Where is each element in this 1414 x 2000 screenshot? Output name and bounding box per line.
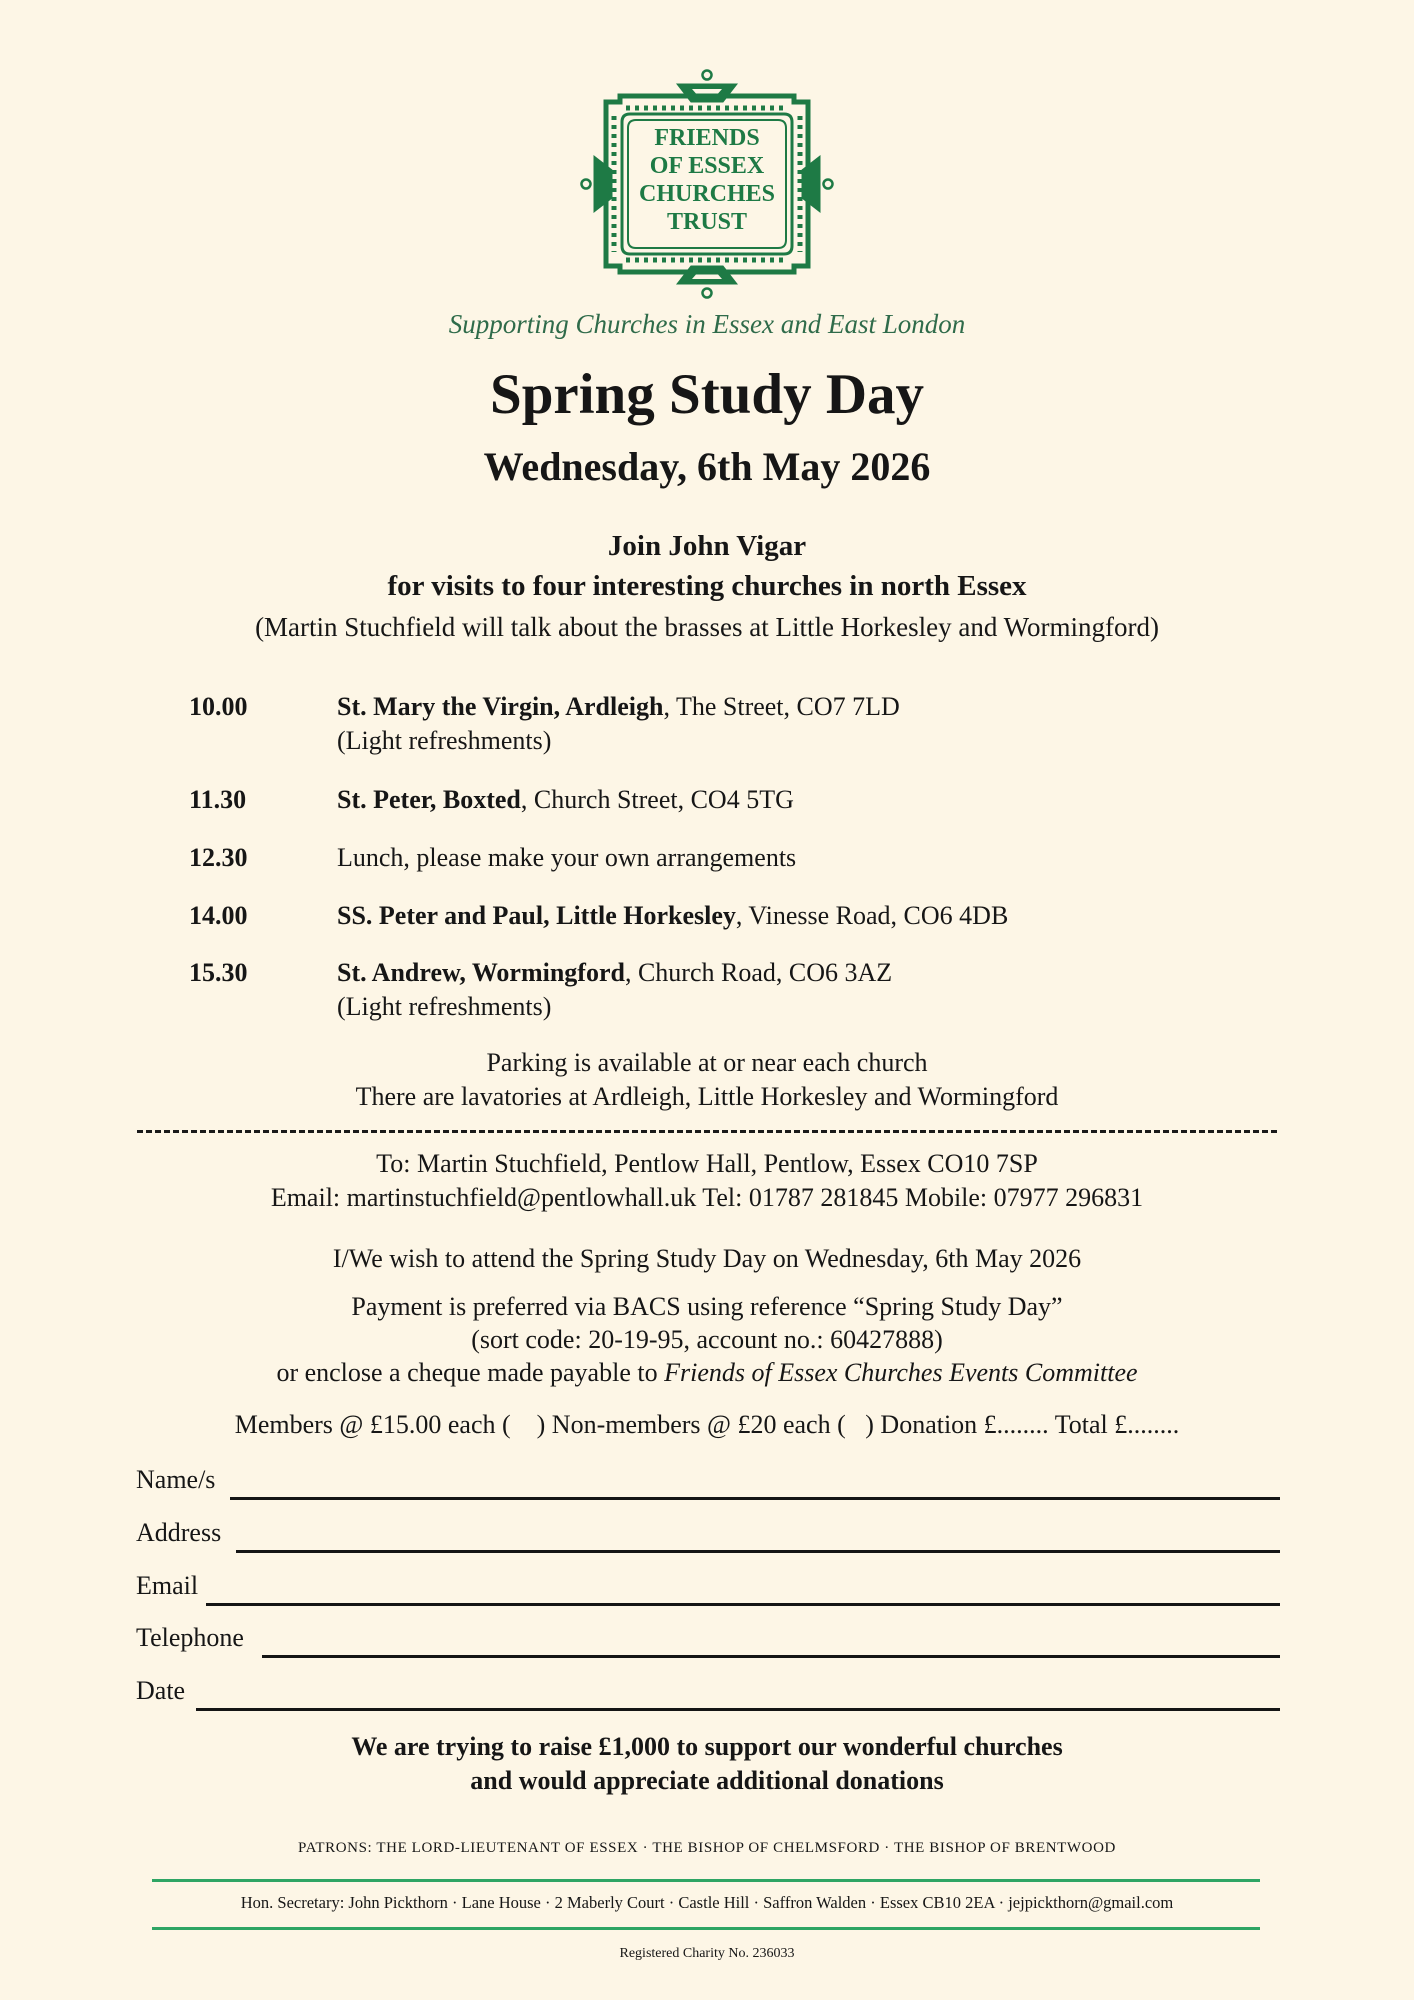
- appeal-line-2: and would appreciate additional donations: [470, 1766, 944, 1795]
- schedule-item: [337, 785, 794, 815]
- names-input[interactable]: [230, 1497, 1280, 1500]
- logo-line-4: TRUST: [666, 209, 748, 235]
- email-input[interactable]: [206, 1603, 1280, 1606]
- schedule-item: [337, 958, 892, 988]
- charity-number: Registered Charity No. 236033: [619, 1946, 795, 1961]
- schedule-note: (Light refreshments): [337, 992, 552, 1021]
- intro-visits: for visits to four interesting churches in north Essex: [387, 570, 1027, 602]
- schedule-time: 11.30: [189, 785, 247, 814]
- schedule-address: , Vinesse Road, CO6 4DB: [735, 901, 1009, 930]
- schedule-address: , The Street, CO7 7LD: [663, 692, 900, 721]
- field-label-email: Email: [136, 1571, 199, 1600]
- field-label-date: Date: [136, 1676, 186, 1705]
- footer-rule-top: [152, 1879, 1260, 1882]
- booking-address: To: Martin Stuchfield, Pentlow Hall, Pentlow, Essex CO10 7SP: [376, 1149, 1038, 1178]
- schedule-time: 14.00: [189, 901, 248, 930]
- address-input[interactable]: [236, 1550, 1280, 1553]
- schedule-note: (Light refreshments): [337, 726, 552, 755]
- payment-info: Payment is preferred via BACS using reference “Spring Study Day”: [351, 1292, 1063, 1321]
- date-input[interactable]: [196, 1708, 1280, 1711]
- logo-line-3: CHURCHES: [638, 181, 776, 207]
- schedule-time: 10.00: [189, 692, 248, 721]
- schedule-address: Lunch, please make your own arrangements: [337, 843, 797, 872]
- price-line[interactable]: Members @ £15.00 each ( ) Non-members @ £20 each ( ) Donation £........ Total £........: [234, 1410, 1180, 1439]
- intro-join: Join John Vigar: [607, 530, 807, 562]
- schedule-place: St. Andrew, Wormingford: [337, 958, 625, 987]
- patrons: PATRONS: THE LORD-LIEUTENANT OF ESSEX · THE BISHOP OF CHELMSFORD · THE BISHOP OF BRENTWOOD: [298, 1840, 1116, 1856]
- cheque-payee: Friends of Essex Churches Events Committee: [664, 1358, 1138, 1387]
- event-date: Wednesday, 6th May 2026: [483, 444, 931, 489]
- appeal-line-1: We are trying to raise £1,000 to support our wonderful churches: [351, 1732, 1063, 1761]
- schedule-place: SS. Peter and Paul, Little Horkesley: [337, 901, 736, 930]
- schedule-item: [337, 692, 900, 722]
- booking-contact: Email: martinstuchfield@pentlowhall.uk Tel: 01787 281845 Mobile: 07977 296831: [270, 1183, 1144, 1212]
- cheque-info: [0, 1358, 1414, 1388]
- bank-details: (sort code: 20-19-95, account no.: 60427888): [471, 1325, 943, 1354]
- tagline: Supporting Churches in Essex and East London: [448, 309, 966, 339]
- trust-logo: [578, 68, 836, 300]
- attend-statement: I/We wish to attend the Spring Study Day on Wednesday, 6th May 2026: [332, 1244, 1082, 1273]
- logo-line-2: OF ESSEX: [649, 153, 765, 179]
- cut-line-divider: [137, 1130, 1277, 1133]
- schedule-item: [337, 901, 1008, 931]
- intro-note: (Martin Stuchfield will talk about the brasses at Little Horkesley and Wormingford): [255, 612, 1159, 642]
- schedule-address: , Church Street, CO4 5TG: [520, 785, 794, 814]
- hon-secretary: Hon. Secretary: John Pickthorn · Lane House · 2 Maberly Court · Castle Hill · Saffron Walden · Essex CB10 2EA · jejpickthorn@gmail.com: [240, 1893, 1174, 1912]
- schedule-place: St. Peter, Boxted: [337, 785, 521, 814]
- schedule-time: 15.30: [189, 958, 248, 987]
- field-label-address: Address: [136, 1518, 222, 1547]
- cheque-prefix: or enclose a cheque made payable to: [276, 1358, 665, 1387]
- logo-line-1: FRIENDS: [654, 125, 760, 151]
- footer-rule-bottom: [152, 1927, 1260, 1930]
- page-title: Spring Study Day: [490, 363, 924, 426]
- schedule-item: [337, 843, 796, 873]
- telephone-input[interactable]: [262, 1655, 1280, 1658]
- parking-info: Parking is available at or near each church: [486, 1048, 928, 1077]
- lavatory-info: There are lavatories at Ardleigh, Little Horkesley and Wormingford: [355, 1082, 1059, 1111]
- schedule-place: St. Mary the Virgin, Ardleigh: [337, 692, 664, 721]
- schedule-time: 12.30: [189, 843, 248, 872]
- field-label-names: Name/s: [136, 1465, 216, 1494]
- schedule-address: , Church Road, CO6 3AZ: [624, 958, 893, 987]
- field-label-telephone: Telephone: [136, 1623, 244, 1652]
